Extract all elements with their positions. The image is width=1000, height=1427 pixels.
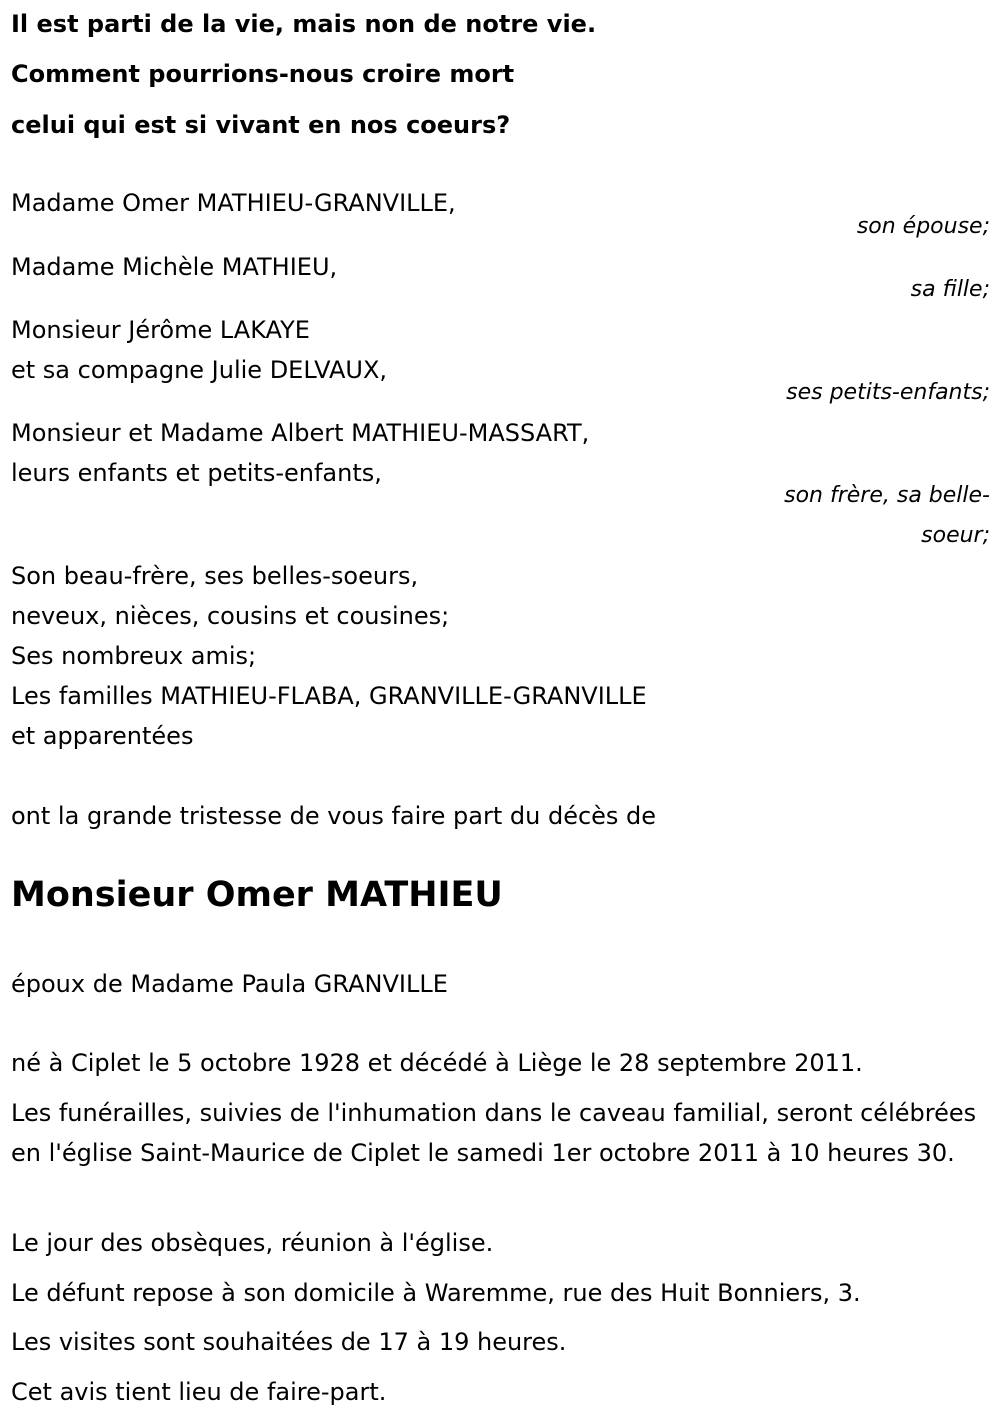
- deceased-name: Monsieur Omer MATHIEU: [11, 875, 503, 915]
- sibling-line: Monsieur et Madame Albert MATHIEU-MASSART,: [11, 419, 590, 447]
- announcement: ont la grande tristesse de vous faire part du décès de: [11, 802, 657, 830]
- relatives-line: et apparentées: [11, 722, 194, 750]
- relatives-line: Son beau-frère, ses belles-soeurs,: [11, 562, 419, 590]
- relatives-line: Ses nombreux amis;: [11, 642, 257, 670]
- spouse-of: époux de Madame Paula GRANVILLE: [11, 970, 448, 998]
- poem-line: Il est parti de la vie, mais non de notre vie.: [11, 10, 597, 38]
- funeral-details: Les funérailles, suivies de l'inhumation dans le caveau familial, seront célébrées en l'église Saint-Maurice de Ciplet le samedi 1er octobre 2011 à 10 heures 30.: [11, 1099, 977, 1167]
- sibling-line: leurs enfants et petits-enfants,: [11, 459, 382, 487]
- poem-line: celui qui est si vivant en nos coeurs?: [11, 111, 511, 139]
- grandchildren-line: et sa compagne Julie DELVAUX,: [11, 356, 388, 384]
- sibling-role: son frère, sa belle-: [784, 483, 990, 508]
- spouse-role: son épouse;: [856, 214, 990, 239]
- grandchildren-role: ses petits-enfants;: [786, 380, 990, 405]
- birth-death: né à Ciplet le 5 octobre 1928 et décédé à Liège le 28 septembre 2011.: [11, 1049, 863, 1077]
- visiting-hours: Les visites sont souhaitées de 17 à 19 heures.: [11, 1328, 567, 1356]
- grandchildren-line: Monsieur Jérôme LAKAYE: [11, 316, 310, 344]
- relatives-line: Les familles MATHIEU-FLABA, GRANVILLE-GRANVILLE: [11, 682, 647, 710]
- rest-location: Le défunt repose à son domicile à Waremme, rue des Huit Bonniers, 3.: [11, 1279, 861, 1307]
- spouse-name: Madame Omer MATHIEU-GRANVILLE,: [11, 189, 456, 217]
- relatives-line: neveux, nièces, cousins et cousines;: [11, 602, 450, 630]
- notice-text: Cet avis tient lieu de faire-part.: [11, 1378, 387, 1406]
- daughter-name: Madame Michèle MATHIEU,: [11, 253, 338, 281]
- poem-line: Comment pourrions-nous croire mort: [11, 60, 515, 88]
- meeting-info: Le jour des obsèques, réunion à l'église.: [11, 1229, 494, 1257]
- sibling-role: soeur;: [921, 523, 990, 548]
- daughter-role: sa fille;: [910, 277, 990, 302]
